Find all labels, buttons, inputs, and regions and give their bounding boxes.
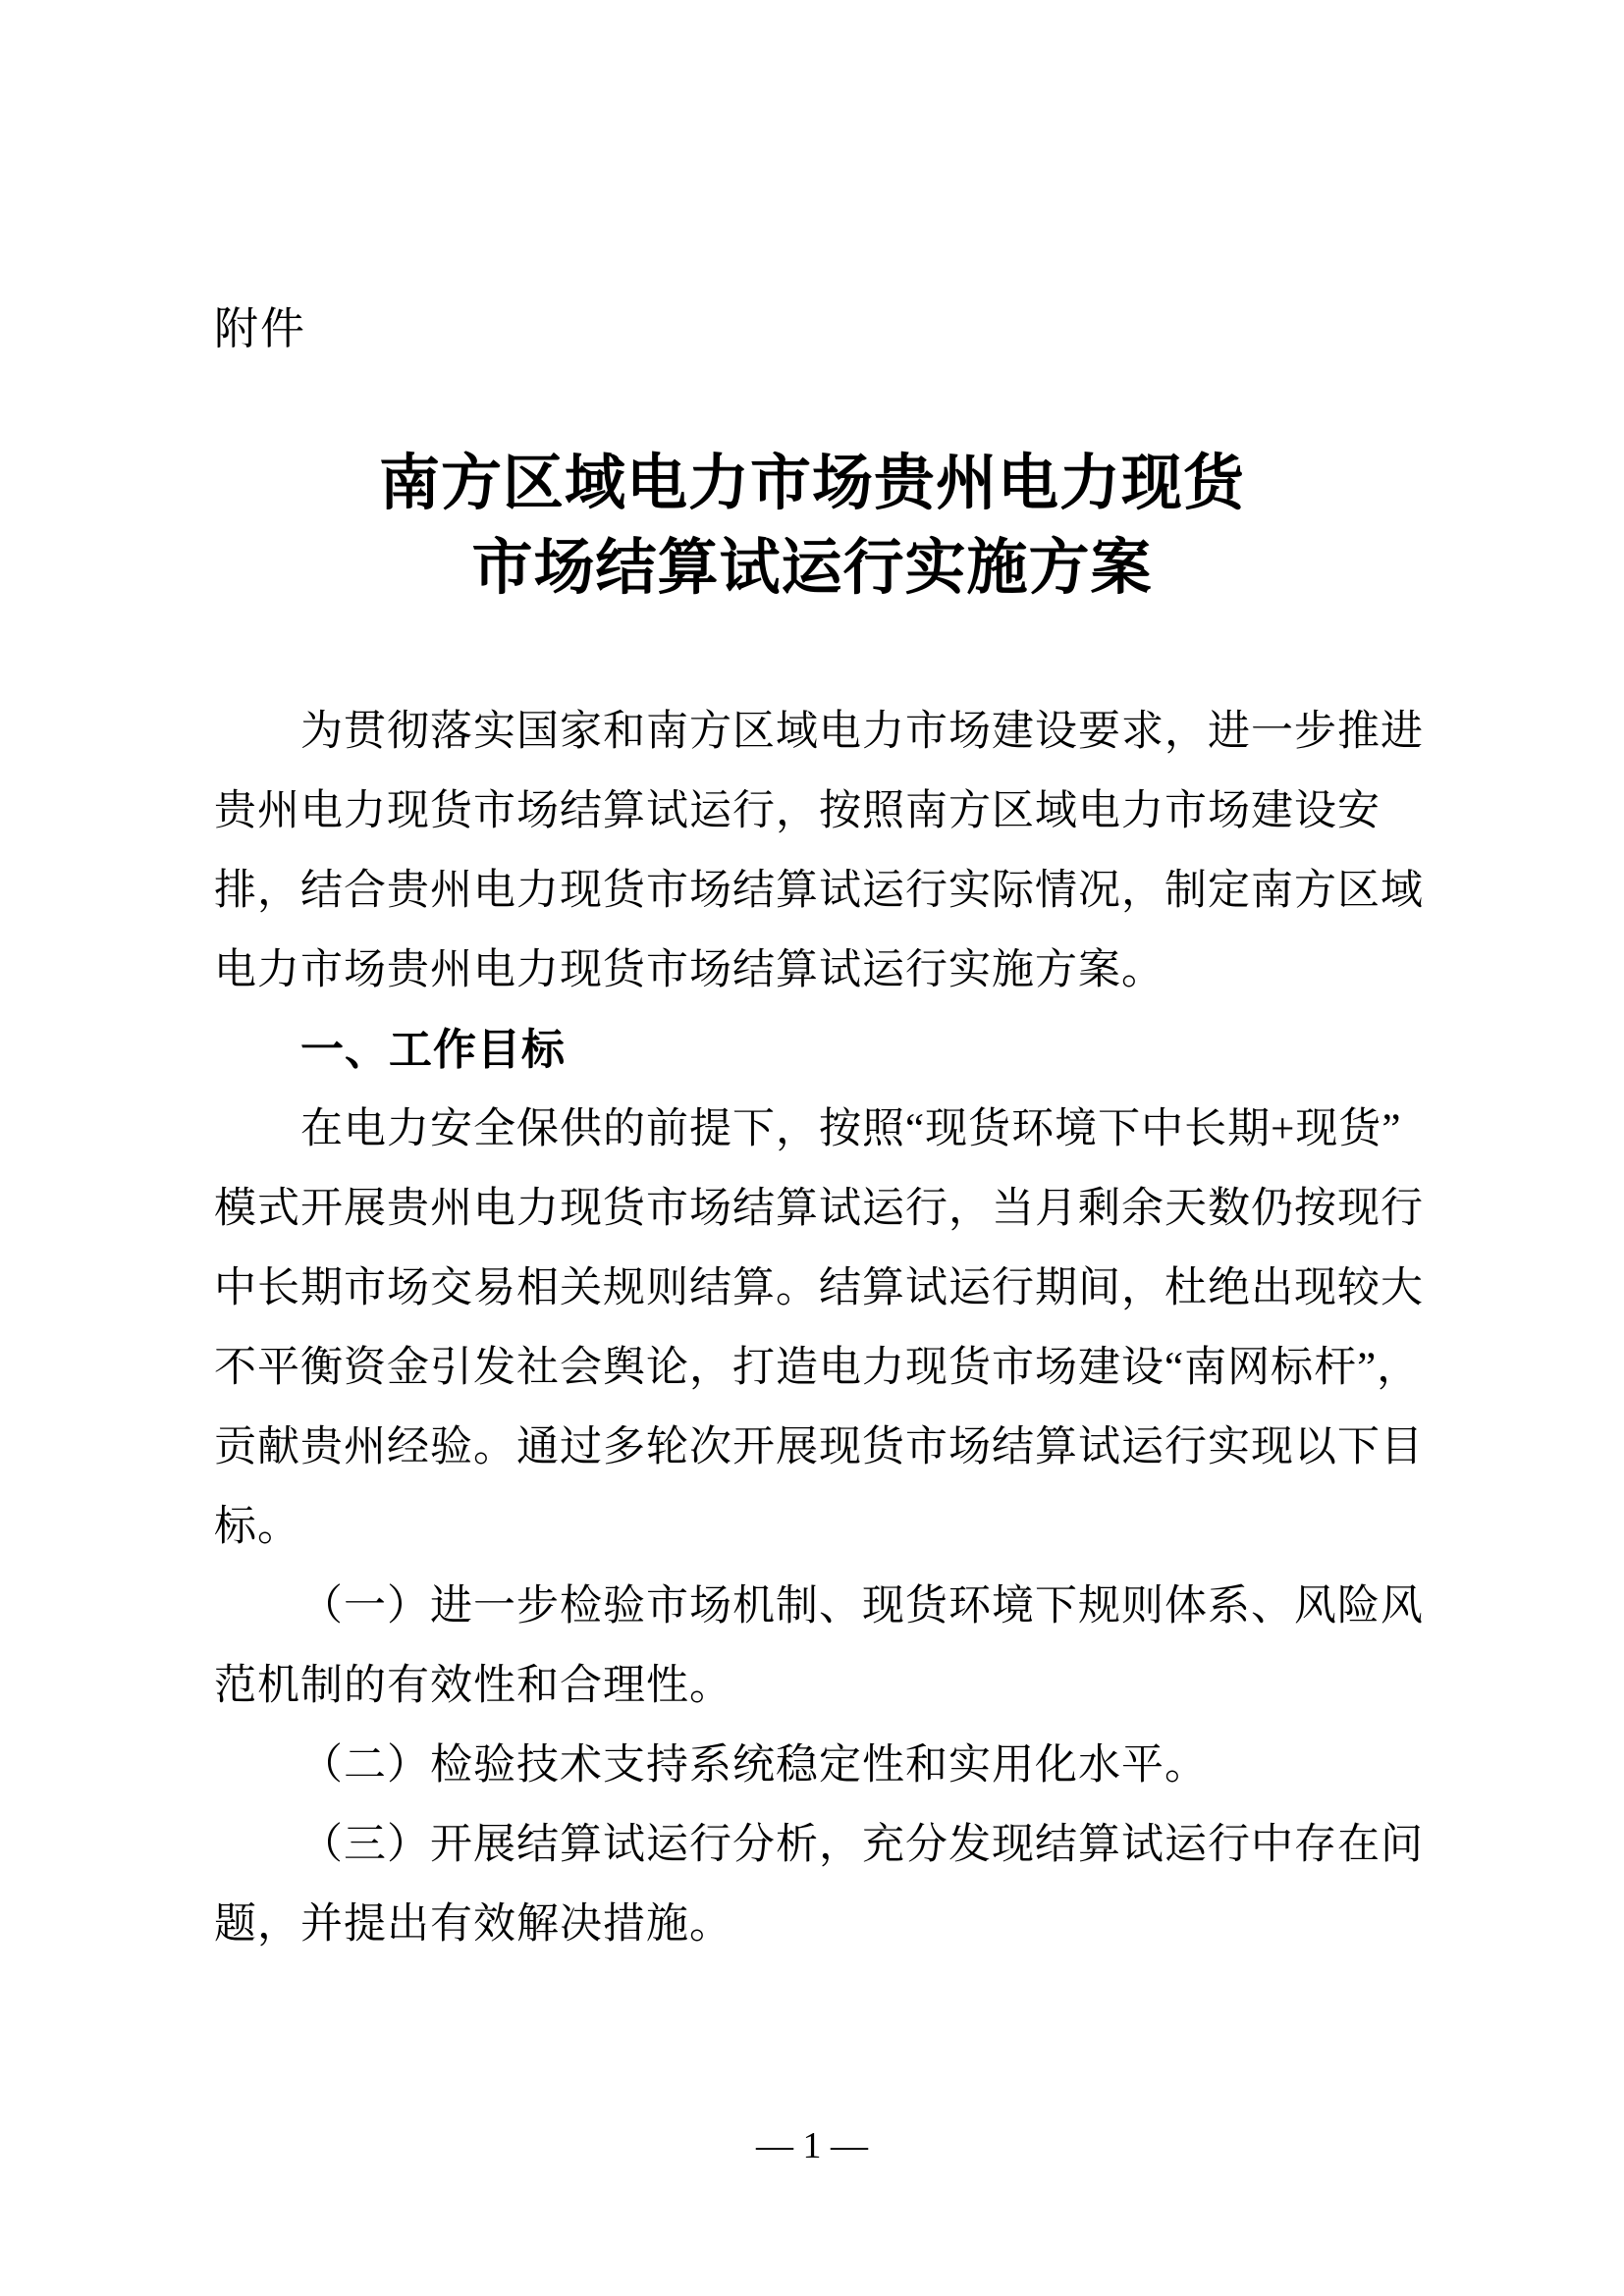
body-line: （二）检验技术支持系统稳定性和实用化水平。 — [300, 1742, 1208, 1789]
body-line: （三）开展结算试运行分析，充分发现结算试运行中存在问 — [300, 1822, 1424, 1868]
body-line: 标。 — [214, 1504, 300, 1550]
body-line: 贵州电力现货市场结算试运行，按照南方区域电力市场建设安 — [214, 788, 1380, 834]
page-number: — 1 — — [756, 2125, 868, 2166]
body-line: 在电力安全保供的前提下，按照“现货环境下中长期+现货” — [300, 1106, 1402, 1152]
body-line: 电力市场贵州电力现货市场结算试运行实施方案。 — [214, 947, 1164, 993]
document-title-line-1: 南方区域电力市场贵州电力现货 — [378, 451, 1245, 517]
body-line: 中长期市场交易相关规则结算。结算试运行期间，杜绝出现较大 — [214, 1265, 1424, 1311]
body-line: 贡献贵州经验。通过多轮次开展现货市场结算试运行实现以下目 — [214, 1424, 1424, 1470]
body-line: 排，结合贵州电力现货市场结算试运行实际情况，制定南方区域 — [214, 868, 1424, 914]
document-body — [214, 692, 1424, 1964]
document-title — [0, 442, 1624, 611]
section-heading: 一、工作目标 — [300, 1026, 566, 1074]
body-line: 不平衡资金引发社会舆论，打造电力现货市场建设“南网标杆”， — [214, 1345, 1421, 1391]
body-line: 为贯彻落实国家和南方区域电力市场建设要求，进一步推进 — [300, 709, 1424, 755]
body-line: 模式开展贵州电力现货市场结算试运行，当月剩余天数仍按现行 — [214, 1186, 1424, 1232]
body-line: 范机制的有效性和合理性。 — [214, 1663, 732, 1709]
body-line: （一）进一步检验市场机制、现货环境下规则体系、风险风 — [300, 1583, 1424, 1629]
body-line: 题，并提出有效解决措施。 — [214, 1901, 732, 1948]
attachment-label: 附件 — [214, 303, 307, 353]
document-title-line-2: 市场结算试运行实施方案 — [471, 535, 1153, 602]
